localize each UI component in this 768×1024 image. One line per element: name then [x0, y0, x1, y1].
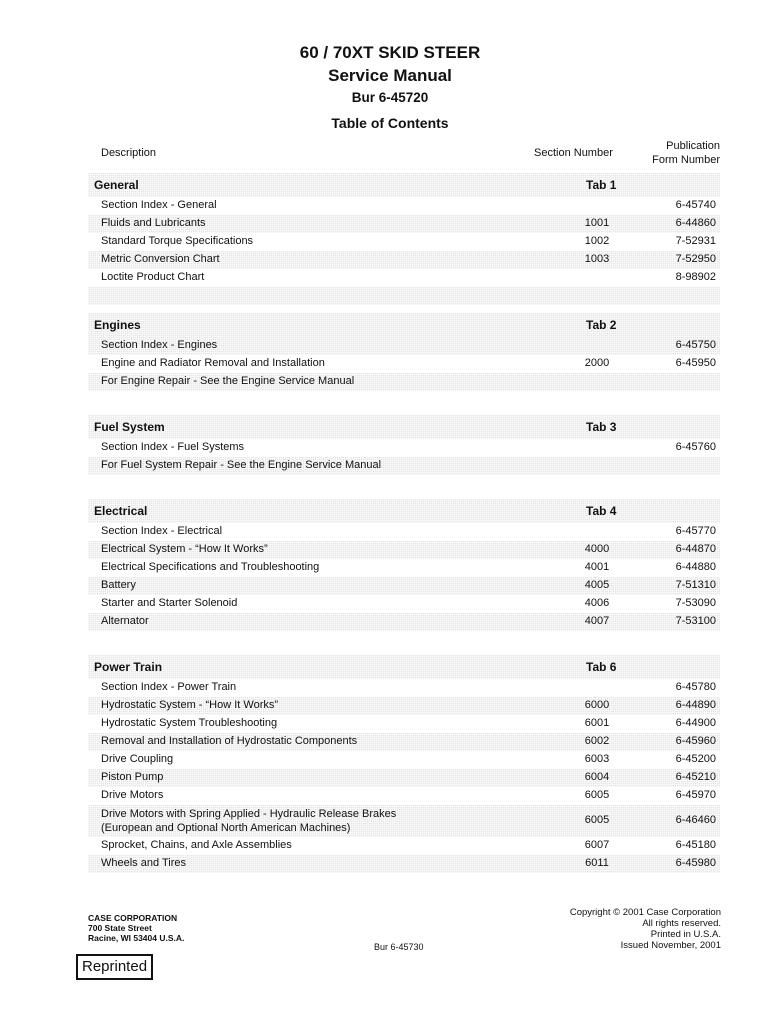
group-tab: Tab 1 — [586, 178, 617, 192]
row-description: Starter and Starter Solenoid — [101, 597, 238, 609]
toc-row — [88, 805, 720, 837]
group-header — [88, 499, 720, 523]
row-description: Metric Conversion Chart — [101, 253, 220, 265]
row-form-number: 6-44860 — [675, 217, 716, 229]
toc-row — [88, 769, 720, 787]
toc-row — [88, 233, 720, 251]
row-section-number: 4001 — [584, 561, 610, 573]
row-description: Standard Torque Specifications — [101, 235, 254, 247]
row-form-number: 6-45750 — [675, 339, 716, 351]
row-section-number: 1001 — [584, 217, 610, 229]
column-header-description: Description — [101, 147, 157, 159]
toc-row — [88, 439, 720, 457]
toc-row — [88, 269, 720, 287]
company-city: Racine, WI 53404 U.S.A. — [88, 933, 185, 943]
toc-heading: Table of Contents — [331, 115, 449, 131]
group-name: Fuel System — [94, 420, 165, 434]
toc-group — [88, 415, 720, 475]
column-header-publication-line1: Publication — [666, 140, 720, 152]
column-header-publication-line2: Form Number — [652, 154, 720, 166]
row-description: Removal and Installation of Hydrostatic Components — [101, 735, 358, 747]
rights-line: All rights reserved. — [642, 918, 721, 929]
toc-row — [88, 251, 720, 269]
row-section-number: 6005 — [584, 789, 610, 801]
group-name: Electrical — [94, 504, 148, 518]
row-description: Hydrostatic System - “How It Works” — [101, 699, 279, 711]
group-tab: Tab 3 — [586, 420, 617, 434]
row-description: For Fuel System Repair - See the Engine Service Manual — [101, 459, 382, 471]
row-description: Loctite Product Chart — [101, 271, 205, 283]
toc-row — [88, 577, 720, 595]
row-form-number: 6-45180 — [675, 839, 716, 851]
column-header-publication — [640, 139, 720, 167]
toc-row — [88, 733, 720, 751]
row-section-number: 6005 — [584, 814, 610, 826]
copyright-block — [570, 907, 721, 951]
row-form-number: 6-45980 — [675, 857, 716, 869]
row-form-number: 6-44890 — [675, 699, 716, 711]
row-description: Piston Pump — [101, 771, 164, 783]
row-description: Section Index - Engines — [101, 339, 218, 351]
company-name: CASE CORPORATION — [88, 913, 178, 923]
row-description: Sprocket, Chains, and Axle Assemblies — [101, 839, 292, 851]
group-name: Power Train — [94, 660, 163, 674]
printed-line: Printed in U.S.A. — [650, 929, 721, 940]
toc-row — [88, 679, 720, 697]
reprinted-stamp: Reprinted — [76, 954, 153, 980]
toc-group — [88, 173, 720, 305]
row-form-number: 7-52931 — [675, 235, 716, 247]
row-description: Section Index - Fuel Systems — [101, 441, 245, 453]
row-description-line2: (European and Optional North American Machines) — [101, 822, 351, 834]
group-header — [88, 313, 720, 337]
row-form-number: 6-45210 — [675, 771, 716, 783]
group-header — [88, 173, 720, 197]
toc-row — [88, 855, 720, 873]
row-description: Electrical Specifications and Troubleshooting — [101, 561, 320, 573]
row-section-number: 1002 — [584, 235, 610, 247]
row-form-number: 6-45970 — [675, 789, 716, 801]
row-section-number: 6007 — [584, 839, 610, 851]
toc-row — [88, 559, 720, 577]
manual-title: 60 / 70XT SKID STEER — [299, 43, 481, 62]
row-description: Fluids and Lubricants — [101, 217, 206, 229]
toc-row — [88, 697, 720, 715]
row-form-number: 6-45770 — [675, 525, 716, 537]
row-section-number: 6003 — [584, 753, 610, 765]
toc-row — [88, 837, 720, 855]
toc-row — [88, 715, 720, 733]
row-description — [101, 807, 396, 835]
row-section-number: 2000 — [584, 357, 610, 369]
footer-bur-number: Bur 6-45730 — [374, 942, 424, 952]
row-description: Alternator — [101, 615, 149, 627]
toc-group — [88, 313, 720, 391]
row-description: Hydrostatic System Troubleshooting — [101, 717, 278, 729]
toc-row — [88, 613, 720, 631]
row-form-number: 6-45200 — [675, 753, 716, 765]
row-form-number: 6-45780 — [675, 681, 716, 693]
row-form-number: 7-51310 — [675, 579, 716, 591]
row-description: Engine and Radiator Removal and Installation — [101, 357, 325, 369]
row-form-number: 6-46460 — [675, 814, 716, 826]
row-section-number: 4000 — [584, 543, 610, 555]
group-name: Engines — [94, 318, 141, 332]
toc-row — [88, 197, 720, 215]
company-address — [88, 913, 184, 943]
toc-row — [88, 787, 720, 805]
row-description: Battery — [101, 579, 136, 591]
row-section-number: 4006 — [584, 597, 610, 609]
row-description: Section Index - Electrical — [101, 525, 223, 537]
row-form-number: 6-45960 — [675, 735, 716, 747]
row-section-number: 1003 — [584, 253, 610, 265]
row-form-number: 6-44880 — [675, 561, 716, 573]
row-section-number: 4007 — [584, 615, 610, 627]
toc-row — [88, 523, 720, 541]
row-description: Section Index - Power Train — [101, 681, 237, 693]
row-form-number: 8-98902 — [675, 271, 716, 283]
row-section-number: 4005 — [584, 579, 610, 591]
row-description: For Engine Repair - See the Engine Service Manual — [101, 375, 355, 387]
row-description: Section Index - General — [101, 199, 217, 211]
row-description-line1: Drive Motors with Spring Applied - Hydraulic Release Brakes — [101, 808, 397, 820]
row-description: Drive Motors — [101, 789, 164, 801]
manual-subtitle: Service Manual — [328, 66, 452, 85]
row-form-number: 7-53100 — [675, 615, 716, 627]
toc-group — [88, 655, 720, 873]
group-header — [88, 415, 720, 439]
row-section-number: 6001 — [584, 717, 610, 729]
toc-row — [88, 373, 720, 391]
group-spacer — [88, 287, 720, 305]
toc-row — [88, 595, 720, 613]
row-form-number: 6-44870 — [675, 543, 716, 555]
group-tab: Tab 6 — [586, 660, 617, 674]
row-form-number: 7-53090 — [675, 597, 716, 609]
row-form-number: 7-52950 — [675, 253, 716, 265]
row-description: Wheels and Tires — [101, 857, 186, 869]
row-section-number: 6004 — [584, 771, 610, 783]
toc-row — [88, 541, 720, 559]
column-header-section: Section Number — [534, 147, 613, 159]
toc-group — [88, 499, 720, 631]
manual-number: Bur 6-45720 — [351, 90, 429, 105]
row-section-number: 6000 — [584, 699, 610, 711]
row-section-number: 6002 — [584, 735, 610, 747]
row-form-number: 6-45760 — [675, 441, 716, 453]
copyright-line: Copyright © 2001 Case Corporation — [569, 907, 721, 918]
toc-row — [88, 215, 720, 233]
toc-row — [88, 751, 720, 769]
group-name: General — [94, 178, 139, 192]
group-header — [88, 655, 720, 679]
toc-row — [88, 337, 720, 355]
group-tab: Tab 4 — [586, 504, 617, 518]
row-description: Drive Coupling — [101, 753, 174, 765]
group-tab: Tab 2 — [586, 318, 617, 332]
row-form-number: 6-45740 — [675, 199, 716, 211]
row-form-number: 6-45950 — [675, 357, 716, 369]
toc-row — [88, 457, 720, 475]
company-street: 700 State Street — [88, 923, 152, 933]
row-description: Electrical System - “How It Works” — [101, 543, 268, 555]
row-form-number: 6-44900 — [675, 717, 716, 729]
issued-line: Issued November, 2001 — [620, 940, 721, 951]
toc-row — [88, 355, 720, 373]
row-section-number: 6011 — [585, 857, 609, 869]
